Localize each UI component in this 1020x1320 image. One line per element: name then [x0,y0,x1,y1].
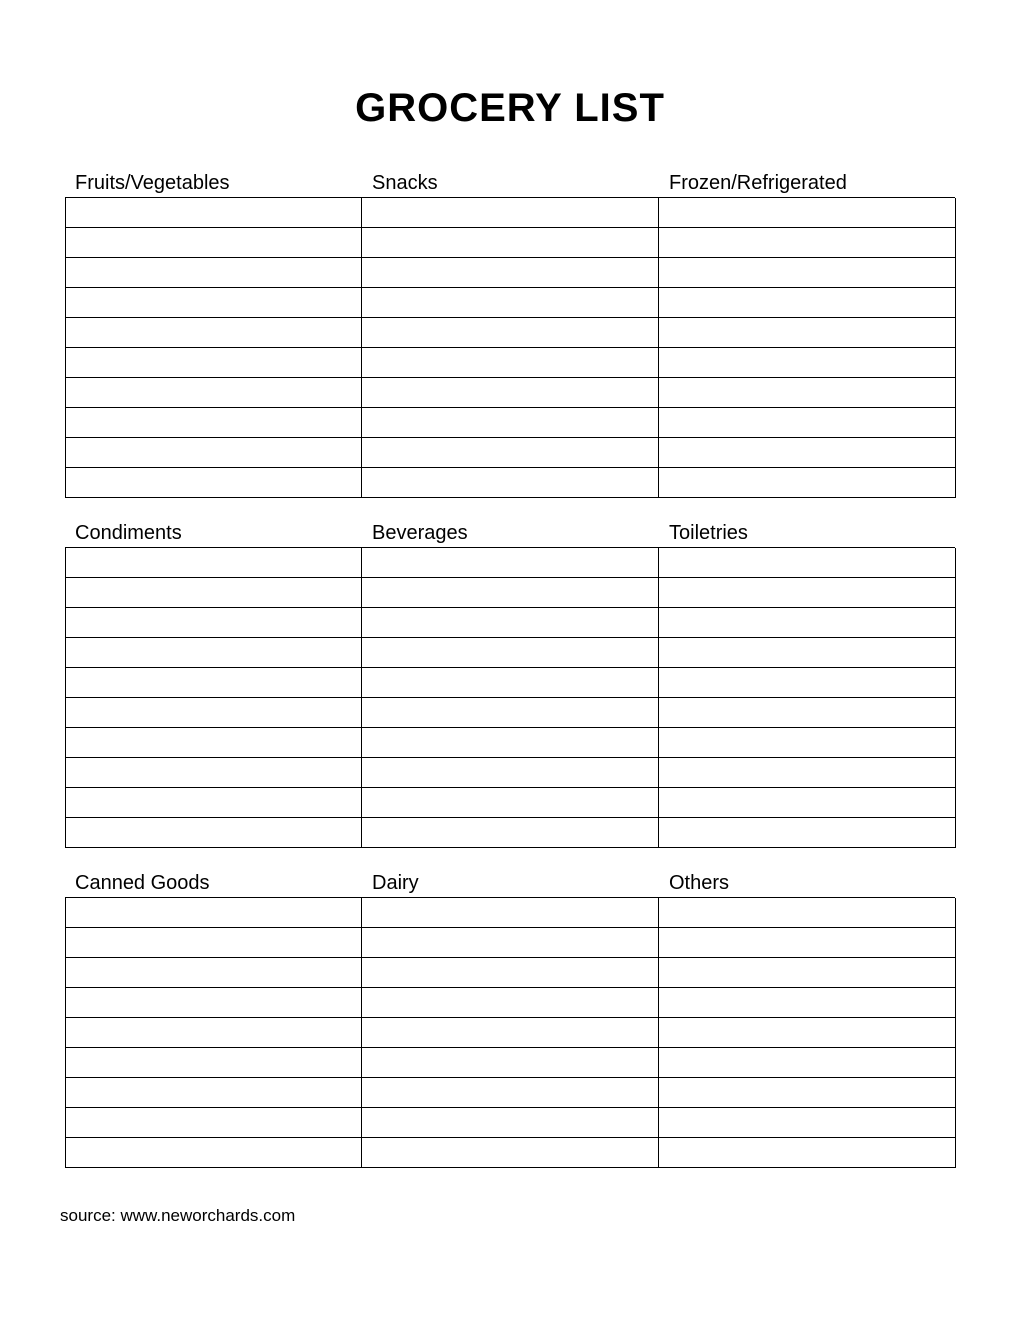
list-entry-cell[interactable] [66,898,362,928]
list-entry-cell[interactable] [659,1048,956,1078]
list-entry-cell[interactable] [362,788,659,818]
list-entry-cell[interactable] [66,608,362,638]
list-entry-cell[interactable] [362,608,659,638]
list-entry-cell[interactable] [362,578,659,608]
list-entry-cell[interactable] [659,728,956,758]
list-entry-cell[interactable] [659,228,956,258]
list-entry-cell[interactable] [659,758,956,788]
list-entry-cell[interactable] [659,258,956,288]
list-entry-cell[interactable] [362,818,659,848]
list-entry-cell[interactable] [362,548,659,578]
list-entry-cell[interactable] [66,438,362,468]
list-entry-cell[interactable] [66,788,362,818]
list-entry-cell[interactable] [362,318,659,348]
list-entry-cell[interactable] [659,1018,956,1048]
list-entry-cell[interactable] [362,348,659,378]
list-entry-cell[interactable] [66,818,362,848]
category-snacks: Snacks [372,172,438,194]
list-entry-cell[interactable] [659,198,956,228]
source-note: source: www.neworchards.com [60,1206,296,1225]
list-entry-cell[interactable] [362,438,659,468]
section-headers [65,521,956,547]
list-entry-cell[interactable] [66,198,362,228]
list-entry-cell[interactable] [66,1108,362,1138]
list-entry-cell[interactable] [66,228,362,258]
list-entry-cell[interactable] [362,928,659,958]
list-entry-cell[interactable] [66,548,362,578]
section-3 [65,871,956,1168]
list-entry-cell[interactable] [66,468,362,498]
list-entry-cell[interactable] [362,288,659,318]
section-2 [65,521,956,848]
list-entry-cell[interactable] [66,638,362,668]
list-entry-cell[interactable] [659,288,956,318]
list-entry-cell[interactable] [362,468,659,498]
list-entry-cell[interactable] [362,1108,659,1138]
list-entry-cell[interactable] [362,988,659,1018]
list-entry-cell[interactable] [66,1138,362,1168]
list-entry-cell[interactable] [659,318,956,348]
list-entry-cell[interactable] [66,1048,362,1078]
list-entry-cell[interactable] [659,788,956,818]
category-toiletries: Toiletries [669,522,748,544]
list-entry-cell[interactable] [66,758,362,788]
list-entry-cell[interactable] [659,608,956,638]
list-entry-cell[interactable] [362,198,659,228]
list-entry-cell[interactable] [362,758,659,788]
list-grid [65,897,955,1168]
list-entry-cell[interactable] [659,1078,956,1108]
list-entry-cell[interactable] [66,348,362,378]
list-entry-cell[interactable] [659,348,956,378]
section-1 [65,171,956,498]
section-headers [65,871,956,897]
list-entry-cell[interactable] [362,228,659,258]
category-beverages: Beverages [372,522,468,544]
list-entry-cell[interactable] [659,408,956,438]
list-entry-cell[interactable] [362,408,659,438]
category-dairy: Dairy [372,872,419,894]
list-entry-cell[interactable] [659,378,956,408]
list-grid [65,197,955,498]
list-entry-cell[interactable] [66,728,362,758]
list-entry-cell[interactable] [659,548,956,578]
list-entry-cell[interactable] [659,638,956,668]
list-entry-cell[interactable] [66,698,362,728]
list-entry-cell[interactable] [659,928,956,958]
list-entry-cell[interactable] [66,928,362,958]
list-entry-cell[interactable] [66,1078,362,1108]
category-condiments: Condiments [75,522,182,544]
list-entry-cell[interactable] [362,638,659,668]
list-entry-cell[interactable] [66,1018,362,1048]
category-others: Others [669,872,730,894]
list-entry-cell[interactable] [659,468,956,498]
section-headers [65,171,956,197]
list-entry-cell[interactable] [659,1138,956,1168]
list-entry-cell[interactable] [362,728,659,758]
list-entry-cell[interactable] [362,898,659,928]
list-entry-cell[interactable] [66,578,362,608]
list-entry-cell[interactable] [362,1018,659,1048]
category-fruits-vegetables: Fruits/Vegetables [75,172,230,194]
list-entry-cell[interactable] [66,378,362,408]
category-canned-goods: Canned Goods [75,872,210,894]
list-entry-cell[interactable] [362,958,659,988]
list-entry-cell[interactable] [659,1108,956,1138]
list-entry-cell[interactable] [362,1138,659,1168]
list-entry-cell[interactable] [659,958,956,988]
list-entry-cell[interactable] [66,988,362,1018]
list-entry-cell[interactable] [659,898,956,928]
list-entry-cell[interactable] [66,258,362,288]
list-entry-cell[interactable] [659,988,956,1018]
list-entry-cell[interactable] [66,668,362,698]
list-entry-cell[interactable] [362,1078,659,1108]
list-entry-cell[interactable] [66,318,362,348]
list-entry-cell[interactable] [362,258,659,288]
list-entry-cell[interactable] [362,698,659,728]
list-grid [65,547,955,848]
list-entry-cell[interactable] [362,668,659,698]
list-entry-cell[interactable] [66,288,362,318]
page-title: GROCERY LIST [355,86,665,130]
list-entry-cell[interactable] [659,818,956,848]
list-entry-cell[interactable] [362,1048,659,1078]
category-frozen-refrigerated: Frozen/Refrigerated [669,172,847,194]
list-entry-cell[interactable] [659,438,956,468]
list-entry-cell[interactable] [66,408,362,438]
list-entry-cell[interactable] [659,668,956,698]
list-entry-cell[interactable] [362,378,659,408]
list-entry-cell[interactable] [659,578,956,608]
list-entry-cell[interactable] [66,958,362,988]
list-entry-cell[interactable] [659,698,956,728]
